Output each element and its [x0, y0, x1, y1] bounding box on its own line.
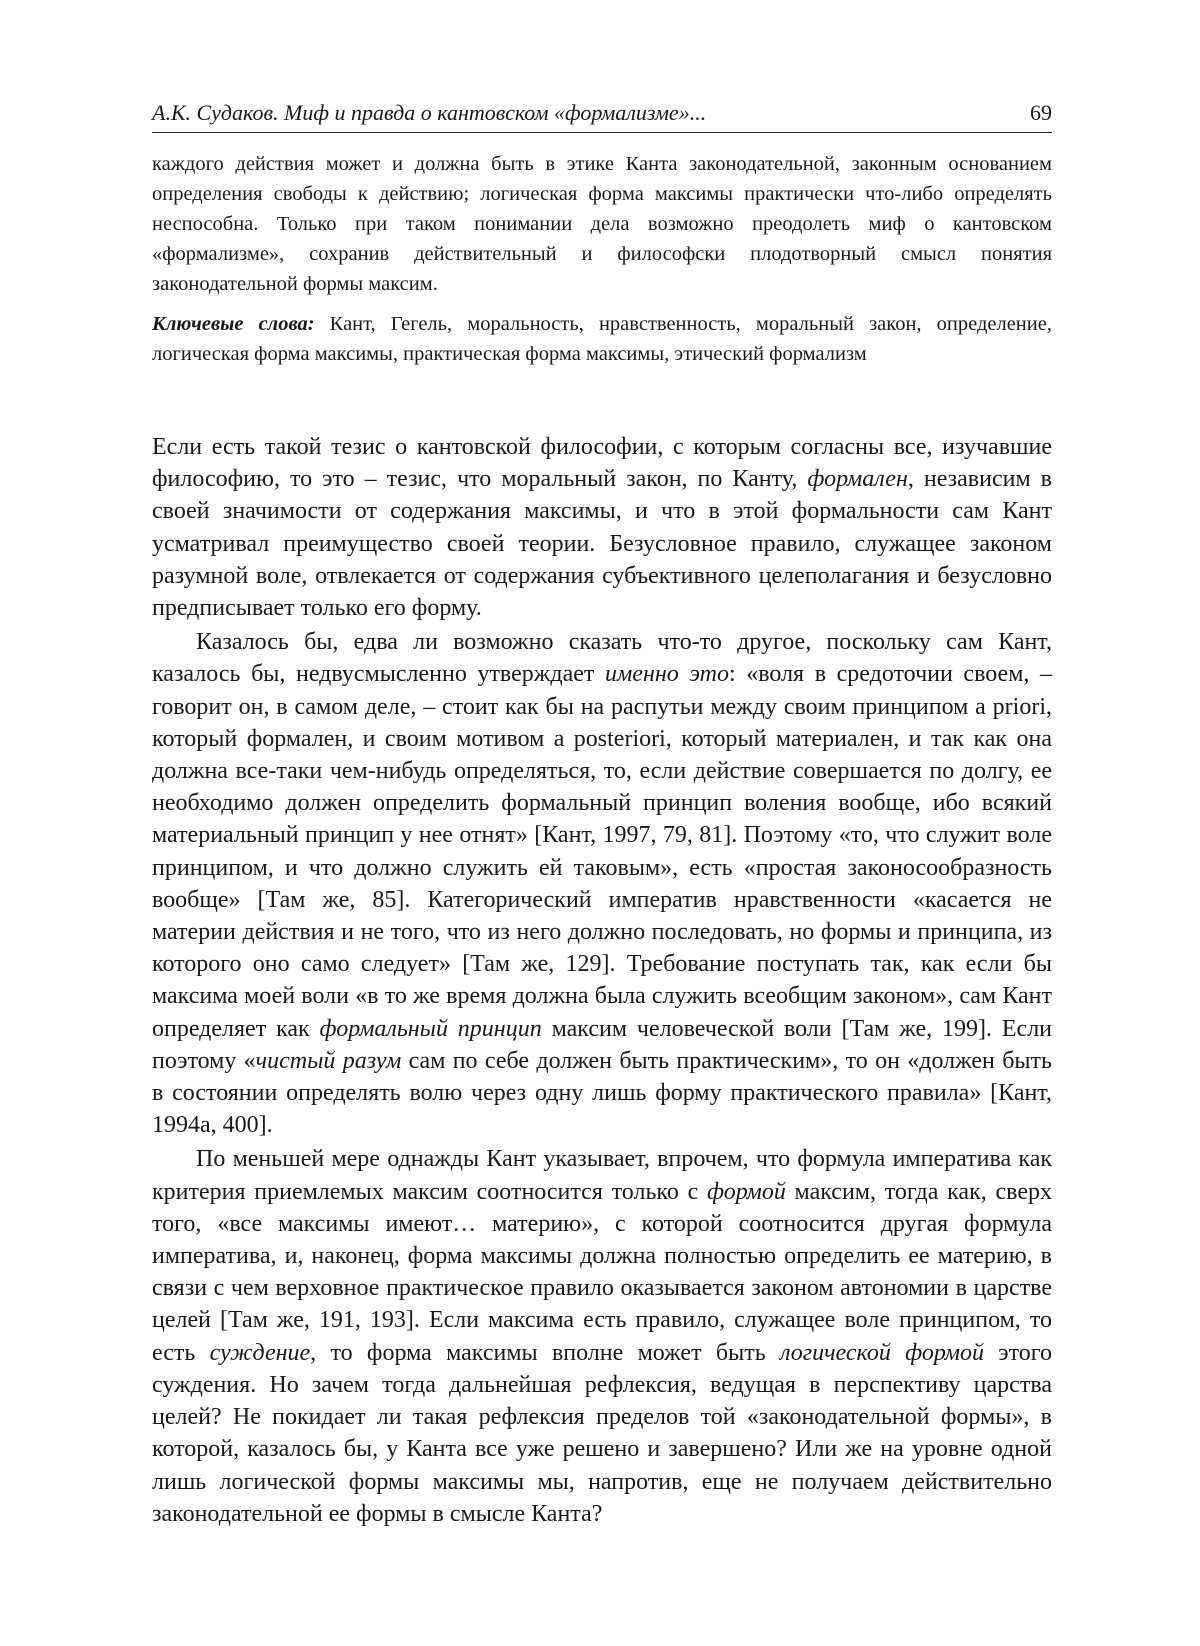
- paragraph-3-text-a: По меньшей мере однажды Кант указывает, впрочем, что формула императива как критерия приемлемых максим соотносится только с: [152, 1146, 1052, 1205]
- paragraph-3-emphasis-2: суждение: [209, 1339, 311, 1366]
- running-header: [152, 100, 1052, 133]
- keywords-label: Ключевые слова:: [152, 313, 315, 335]
- paragraph-3-text-d: этого суждения. Но зачем тогда дальнейшая рефлексия, ведущая в перспективу царства целей? Не покидает ли такая рефлексия пределов той «законодательной формы», в которой, казалось бы, у Канта все уже решено и завершено? Или же на уровне одной лишь логической формы максимы мы, напротив, еще не получаем действительно законодательной ее формы в смысле Канта?: [152, 1339, 1053, 1527]
- running-title: А.К. Судаков. Миф и правда о кантовском «формализме»...: [152, 100, 707, 125]
- paragraph-1-emphasis-1: формален: [807, 466, 908, 493]
- paragraph-3-text-c: , то форма максимы вполне может быть: [310, 1339, 780, 1366]
- paragraph-3-emphasis-3: логической формой: [779, 1339, 984, 1366]
- paragraph-2-text-d: сам по себе должен быть практическим», то он «должен быть в состоянии определять волю через одну лишь форму практического правила» [Кант, 1994а, 400].: [152, 1047, 1052, 1139]
- article-body: [152, 431, 1052, 1530]
- page-number: 69: [1030, 100, 1052, 125]
- paragraph-1: [152, 431, 1052, 624]
- paragraph-1-text-b: , независим в своей значимости от содержания максимы, и что в этой формальности сам Кант усматривал преимущество своей теории. Безусловное правило, служащее законом разумной воле, отвлекается от содержания субъективного целеполагания и безусловно предписывает только его форму.: [152, 466, 1052, 622]
- keywords-text: Кант, Гегель, моральность, нравственность, моральный закон, определение, логическая форма максимы, практическая форма максимы, этический формализм: [152, 313, 1052, 365]
- abstract: [152, 149, 1052, 299]
- paragraph-2: [152, 626, 1052, 1141]
- paragraph-2-text-a: Казалось бы, едва ли возможно сказать что-то другое, поскольку сам Кант, казалось бы, недвусмысленно утверждает: [152, 629, 1052, 688]
- keywords: [152, 309, 1052, 369]
- paragraph-2-emphasis-1: именно это: [604, 661, 729, 688]
- abstract-text: каждого действия может и должна быть в этике Канта законодательной, законным основанием определения свободы к действию; логическая форма максимы практически что-либо определять неспособна. Только при таком понимании дела возможно преодолеть миф о кантовском «формализме», сохранив действительный и философски плодотворный смысл понятия законодательной формы максим.: [152, 153, 1052, 295]
- paragraph-3-emphasis-1: формой: [706, 1178, 786, 1205]
- paragraph-3-text-b: максим, тогда как, сверх того, «все максимы имеют… материю», с которой соотносится другая формула императива, и, наконец, форма максимы должна полностью определить ее материю, в связи с чем верховное практическое правило оказывается законом автономии в царстве целей [Там же, 191, 193]. Если максима есть правило, служащее воле принципом, то есть: [152, 1178, 1052, 1366]
- paragraph-2-text-c: максим человеческой воли [Там же, 199]. Если поэтому «: [152, 1015, 1053, 1074]
- paragraph-2-emphasis-3: чистый разум: [255, 1047, 402, 1074]
- journal-page: [152, 100, 1052, 1530]
- paragraph-3: [152, 1143, 1052, 1529]
- paragraph-2-emphasis-2: формальный принцип: [319, 1015, 542, 1042]
- paragraph-1-text-a: Если есть такой тезис о кантовской философии, с которым согласны все, изучавшие философию, то это – тезис, что моральный закон, по Канту,: [152, 434, 1052, 493]
- paragraph-2-text-b: : «воля в средоточии своем, – говорит он, в самом деле, – стоит как бы на распутьи между своим принципом a priori, который формален, и своим мотивом a posteriori, который материален, и так как она должна все-таки чем-нибудь определяться, то, если действие совершается по долгу, ее необходимо должен определить формальный принцип воления вообще, ибо всякий материальный принцип у нее отнят» [Кант, 1997, 79, 81]. Поэтому «то, что служит воле принципом, и что должно служить ей таковым», есть «простая законосообразность вообще» [Там же, 85]. Категорический императив нравственности «касается не материи действия и не того, что из него должно последовать, но формы и принципа, из которого оно само следует» [Там же, 129]. Требование поступать так, как если бы максима моей воли «в то же время должна была служить всеобщим законом», сам Кант определяет как: [152, 661, 1052, 1042]
